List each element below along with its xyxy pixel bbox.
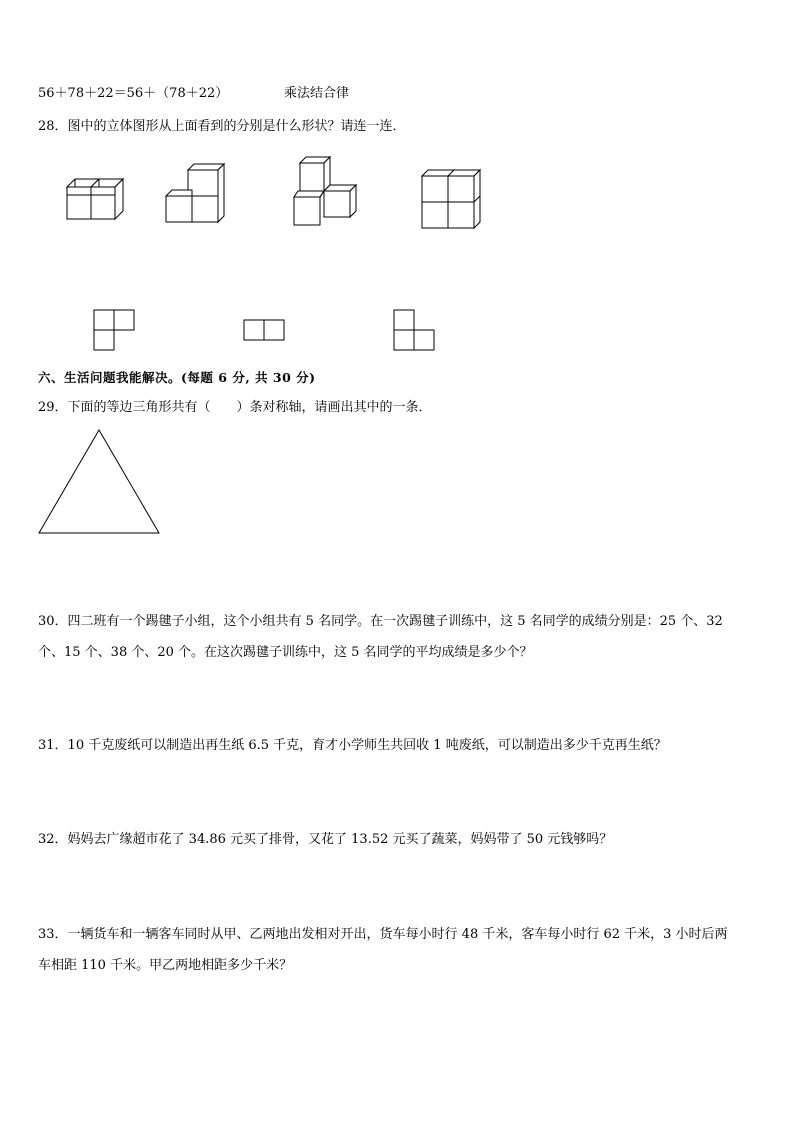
question-31: 31．10 千克废纸可以制造出再生纸 6.5 千克，育才小学师生共回收 1 吨废纸，可以制造出多少千克再生纸？ xyxy=(38,738,667,753)
section-6-title: 六、生活问题我能解决。(每题 6 分, 共 30 分) xyxy=(38,370,316,385)
solid-figure-4 xyxy=(418,168,488,233)
question-33-line-2: 车相距 110 千米。甲乙两地相距多少千米？ xyxy=(38,958,293,973)
question-28: 28．图中的立体图形从上面看到的分别是什么形状？请连一连． xyxy=(38,119,406,134)
solid-figure-1 xyxy=(60,175,130,225)
equilateral-triangle xyxy=(38,428,163,538)
question-32: 32．妈妈去广缘超市花了 34.86 元买了排骨，又花了 13.52 元买了蔬菜，妈妈带了 50 元钱够吗？ xyxy=(38,832,613,847)
top-view-shape-3 xyxy=(392,308,437,353)
solid-figure-2 xyxy=(162,160,232,230)
top-view-shape-1 xyxy=(92,308,137,353)
question-30-line-2: 个、15 个、38 个、20 个。在这次踢毽子训练中，这 5 名同学的平均成绩是多少个？ xyxy=(38,645,533,660)
question-30-line-1: 30．四二班有一个踢毽子小组，这个小组共有 5 名同学。在一次踢毽子训练中，这 5 名同学的成绩分别是：25 个、32 xyxy=(38,614,723,629)
law-label: 乘法结合律 xyxy=(284,86,350,101)
question-33-line-1: 33．一辆货车和一辆客车同时从甲、乙两地出发相对开出，货车每小时行 48 千米，客车每小时行 62 千米，3 小时后两 xyxy=(38,927,728,942)
question-29: 29．下面的等边三角形共有（ ）条对称轴，请画出其中的一条． xyxy=(38,400,432,415)
equation-text: 56＋78＋22＝56＋（78＋22） xyxy=(38,86,229,101)
solid-figure-3 xyxy=(290,155,365,230)
top-view-shape-2 xyxy=(242,318,287,343)
